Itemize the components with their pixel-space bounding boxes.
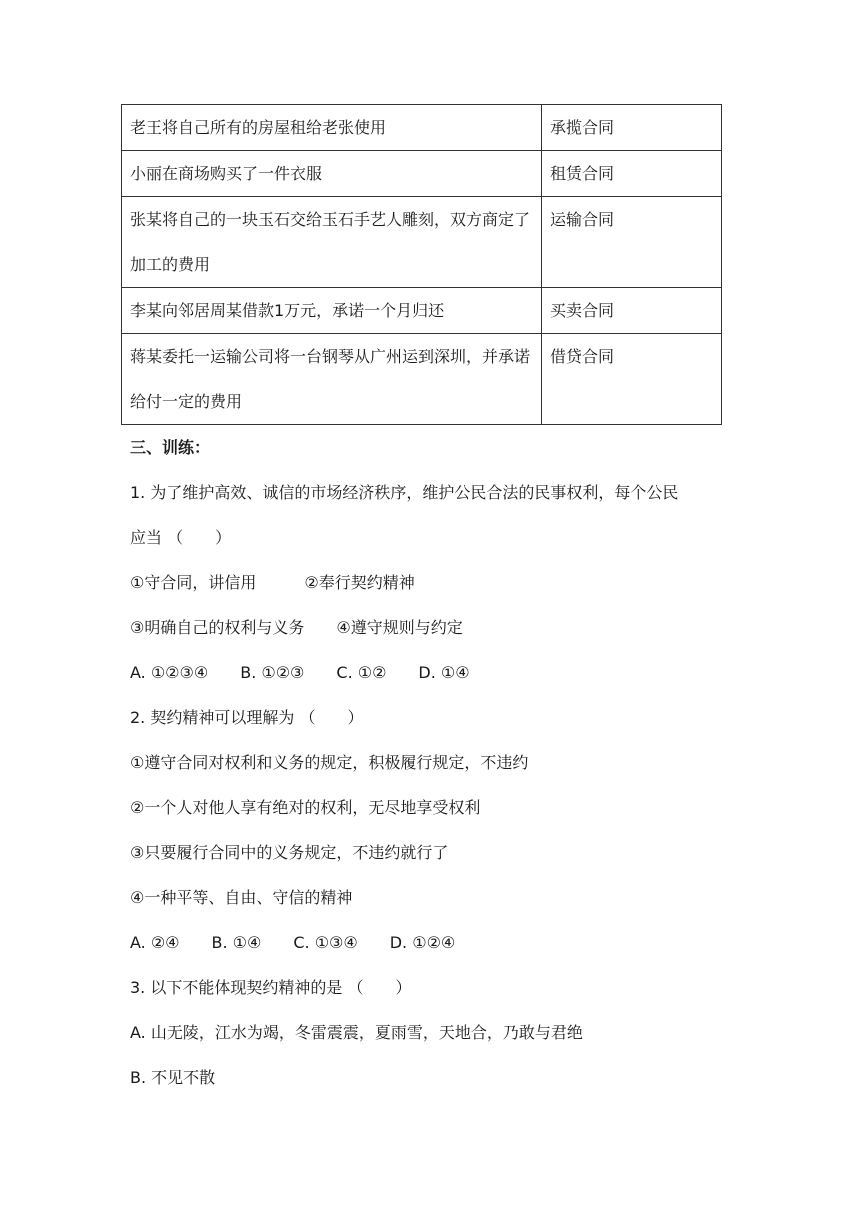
contract-matching-table: [121, 104, 722, 425]
table-cell-contract-type: 租赁合同: [542, 151, 722, 197]
table-cell-scenario: 老王将自己所有的房屋租给老张使用: [122, 105, 542, 151]
question-2-stem: 2. 契约精神可以理解为 （ ）: [130, 708, 364, 727]
question-1-stem: 1. 为了维护高效、诚信的市场经济秩序，维护公民合法的民事权利，每个公民: [130, 483, 679, 502]
table-cell-contract-type: 运输合同: [542, 197, 722, 288]
question-3-option-a: A. 山无陵，江水为竭，冬雷震震，夏雨雪，天地合，乃敢与君绝: [130, 1023, 583, 1042]
question-2-choices: A. ②④ B. ①④ C. ①③④ D. ①②④: [130, 933, 456, 952]
question-2-statement: ②一个人对他人享有绝对的权利，无尽地享受权利: [130, 798, 481, 817]
table-cell-scenario: 张某将自己的一块玉石交给玉石手艺人雕刻，双方商定了加工的费用: [122, 197, 542, 288]
question-2-statement: ③只要履行合同中的义务规定，不违约就行了: [130, 843, 449, 862]
section-heading: 三、训练：: [130, 438, 211, 457]
table-cell-contract-type: 承揽合同: [542, 105, 722, 151]
question-2-statement: ①遵守合同对权利和义务的规定，积极履行规定，不违约: [130, 753, 529, 772]
question-2-statement: ④一种平等、自由、守信的精神: [130, 888, 353, 907]
table-cell-contract-type: 买卖合同: [542, 288, 722, 334]
table-cell-scenario: 小丽在商场购买了一件衣服: [122, 151, 542, 197]
table-row: [122, 151, 722, 197]
table-cell-scenario: 李某向邻居周某借款1万元，承诺一个月归还: [122, 288, 542, 334]
table-row: [122, 197, 722, 288]
question-1-statements: ①守合同，讲信用 ②奉行契约精神: [130, 573, 415, 592]
table-cell-scenario: 蒋某委托一运输公司将一台钢琴从广州运到深圳，并承诺给付一定的费用: [122, 334, 542, 425]
question-1-choices: A. ①②③④ B. ①②③ C. ①② D. ①④: [130, 663, 470, 682]
question-3-option-b: B. 不见不散: [130, 1068, 216, 1087]
table-row: [122, 105, 722, 151]
question-1-stem-continued: 应当 （ ）: [130, 528, 232, 547]
question-3-stem: 3. 以下不能体现契约精神的是 （ ）: [130, 978, 412, 997]
table-row: [122, 334, 722, 425]
question-1-statements: ③明确自己的权利与义务 ④遵守规则与约定: [130, 618, 463, 637]
table-cell-contract-type: 借贷合同: [542, 334, 722, 425]
table-row: [122, 288, 722, 334]
